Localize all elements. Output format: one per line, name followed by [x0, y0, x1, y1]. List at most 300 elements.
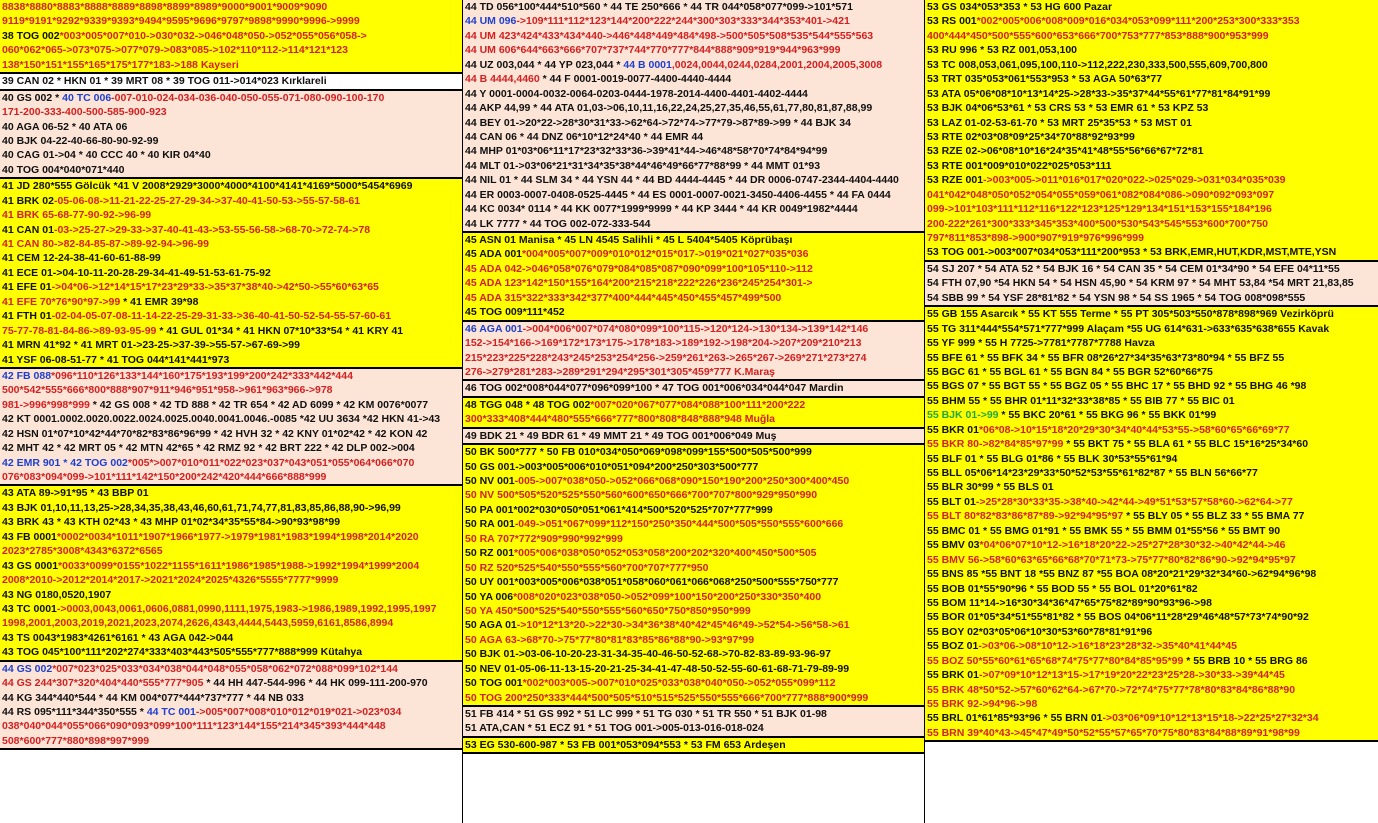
- line-segment: 41 CAN 01: [2, 223, 54, 236]
- line-segment: *007*020*067*077*084*088*100*111*200*222: [590, 398, 806, 411]
- line-segment: 53 RZE 02->06*08*10*16*24*35*41*48*55*56*66*67*72*81: [927, 145, 1204, 158]
- line-segment: * 44 F 0001-0019-0077-4400-4440-4444: [539, 73, 732, 86]
- line-segment: 41 CEM 12-24-38-41-60-61-88-99: [2, 252, 161, 265]
- list-line: [463, 662, 924, 676]
- line-segment: 50 RZ 520*525*540*550*555*560*700*707*777*950: [465, 561, 709, 574]
- list-line: [463, 188, 924, 202]
- list-line: [925, 262, 1378, 276]
- column-2: [463, 0, 925, 823]
- list-line: [463, 365, 924, 379]
- list-line: [463, 116, 924, 130]
- line-segment: 44 CAN 06 * 44 DNZ 06*10*12*24*40 * 44 EMR 44: [465, 130, 704, 143]
- group-block: [463, 0, 924, 233]
- line-segment: *0002*0034*1011*1907*1966*1977->1979*1981*1983*1994*1998*2014*2020: [56, 530, 419, 543]
- list-line: [0, 645, 462, 659]
- line-segment: 55 BMV 56->58*60*63*65*66*68*70*71*73->75*77*80*82*86*90->92*94*95*97: [927, 553, 1296, 566]
- list-line: [0, 266, 462, 280]
- list-line: [925, 217, 1378, 231]
- line-segment: 49 BDK 21 * 49 BDR 61 * 49 MMT 21 * 49 TOG 001*006*049 Muş: [465, 429, 777, 442]
- line-segment: 40 BJK 04-22-40-66-80-90-92-99: [2, 134, 159, 147]
- line-segment: ,0024,0044,0244,0284,2001,2004,2005,3008: [671, 58, 883, 71]
- line-segment: 44 UM 606*644*663*666*707*737*744*770*777*844*888*909*919*944*963*999: [465, 44, 841, 57]
- line-segment: 43 GS 0001: [2, 559, 59, 572]
- list-line: [925, 466, 1378, 480]
- list-line: [0, 573, 462, 587]
- line-segment: 55 BJK 01->99: [927, 409, 999, 422]
- line-segment: * 41 GUL 01*34 * 41 HKN 07*10*33*54 * 41 KRY 41: [156, 324, 404, 337]
- line-segment: 54 FTH 07,90 *54 HKN 54 * 54 HSN 45,90 * 54 KRM 97 * 54 MHT 53,84 *54 MRT 21,83,85: [927, 277, 1354, 290]
- line-segment: 55 BRL 01*61*85*93*96 * 55 BRN 01: [927, 712, 1103, 725]
- line-segment: 53 RZE 001: [927, 174, 984, 187]
- line-segment: 42 EMR 901 * 42 TOG 002: [2, 456, 128, 469]
- line-segment: 55 BHM 55 * 55 BHR 01*11*32*33*38*85 * 55 BIB 77 * 55 BIC 01: [927, 394, 1235, 407]
- line-segment: 171-200-333-400-500-585-900-923: [2, 106, 167, 119]
- line-segment: 138*150*151*155*165*175*177*183->188 Kayseri: [2, 58, 239, 71]
- group-block: [463, 738, 924, 754]
- list-line: [463, 590, 924, 604]
- list-line: [0, 588, 462, 602]
- line-segment: 55 BLL 05*06*14*23*29*33*50*52*53*55*61*82*87 * 55 BLN 56*66*77: [927, 467, 1258, 479]
- line-segment: 50 PA 001*002*030*050*051*061*414*500*520*525*707*777*999: [465, 503, 773, 516]
- list-line: [463, 305, 924, 319]
- list-line: [925, 524, 1378, 538]
- line-segment: 46 TOG 002*008*044*077*096*099*100 * 47 TOG 001*006*034*044*047 Mardin: [465, 382, 844, 395]
- line-segment: 55 BOZ 50*55*60*61*65*68*74*75*77*80*84*85*95*99: [927, 654, 1184, 667]
- list-line: [463, 460, 924, 474]
- list-line: [0, 74, 462, 88]
- list-line: [925, 351, 1378, 365]
- line-segment: *096*110*126*133*144*160*175*193*199*200*242*333*442*444: [51, 369, 353, 382]
- list-line: [463, 233, 924, 247]
- line-segment: 44 MLT 01->03*06*21*31*34*35*38*44*46*49*66*77*88*99 * 44 MMT 01*93: [465, 159, 821, 172]
- list-line: [925, 202, 1378, 216]
- list-line: [0, 441, 462, 455]
- list-line: [463, 173, 924, 187]
- line-segment: 55 BOZ 01: [927, 640, 979, 653]
- line-segment: -005->007*038*050->052*066*068*090*150*190*200*250*300*400*450: [514, 475, 850, 487]
- list-line: [0, 208, 462, 222]
- line-segment: 41 YSF 06-08-51-77 * 41 TOG 044*141*441*973: [2, 353, 230, 366]
- list-line: [925, 336, 1378, 350]
- list-line: [463, 29, 924, 43]
- list-line: [0, 179, 462, 193]
- list-line: [0, 280, 462, 294]
- list-line: [0, 398, 462, 412]
- list-line: [463, 647, 924, 661]
- line-segment: 8838*8880*8883*8888*8889*8898*8899*8989*9000*9001*9009*9090: [2, 1, 328, 13]
- list-line: [0, 14, 462, 28]
- list-line: [925, 610, 1378, 624]
- line-segment: *004*005*007*009*010*012*015*017->019*021*027*035*036: [522, 248, 809, 261]
- list-line: [925, 538, 1378, 552]
- line-segment: ->109*111*112*123*144*200*222*244*300*303*333*344*353*401->421: [516, 15, 850, 28]
- line-segment: 38 TOG 002: [2, 29, 60, 42]
- line-segment: * 55 BLY 05 * 55 BLZ 33 * 55 BMA 77: [1123, 510, 1305, 523]
- line-segment: ->04*06->12*14*15*17*23*29*33->35*37*38*40->42*50->55*60*63*65: [51, 281, 379, 294]
- list-line: [0, 544, 462, 558]
- list-line: [463, 618, 924, 632]
- line-segment: 53 RU 996 * 53 RZ 001,053,100: [927, 44, 1078, 57]
- line-segment: ->005*007*008*010*012*019*021->023*034: [195, 706, 402, 718]
- list-line: [925, 553, 1378, 567]
- list-line: [925, 72, 1378, 86]
- list-line: [463, 633, 924, 647]
- list-line: [925, 654, 1378, 668]
- list-line: [463, 412, 924, 426]
- line-segment: 45 ADA 042->046*058*076*079*084*085*087*090*099*100*105*110->112: [465, 262, 813, 275]
- line-segment: 55 BMC 01 * 55 BMG 01*91 * 55 BMK 55 * 55 BMM 01*55*56 * 55 BMT 90: [927, 524, 1281, 537]
- line-segment: 2023*2785*3008*4343*6372*6565: [2, 545, 163, 558]
- line-segment: 44 UZ 003,044 * 44 YP 023,044 *: [465, 58, 624, 71]
- list-line: [925, 668, 1378, 682]
- list-line: [0, 412, 462, 426]
- line-segment: 45 ADA 123*142*150*155*164*200*215*218*222*226*236*245*254*301->: [465, 277, 813, 290]
- line-segment: 200-222*261*300*333*345*353*400*500*530*543*545*553*600*700*750: [927, 217, 1269, 230]
- list-line: [0, 515, 462, 529]
- line-segment: ->25*28*30*33*35->38*40->42*44->49*51*53*57*58*60->62*64->77: [975, 495, 1293, 508]
- line-segment: 54 SBB 99 * 54 YSF 28*81*82 * 54 YSN 98 * 54 SS 1965 * 54 TOG 008*098*555: [927, 291, 1306, 304]
- line-segment: 50 NV 001: [465, 475, 515, 487]
- list-line: [0, 662, 462, 676]
- list-line: [463, 503, 924, 517]
- line-segment: 55 BOB 01*55*90*96 * 55 BOD 55 * 55 BOL 01*20*61*82: [927, 582, 1198, 595]
- line-segment: 55 BRN 39*40*43->45*47*49*50*52*55*57*65*70*75*80*83*84*88*89*91*98*99: [927, 726, 1300, 739]
- list-line: [463, 604, 924, 618]
- group-block: [463, 233, 924, 322]
- line-segment: 55 BRK 01: [927, 669, 979, 682]
- line-segment: 55 BGC 61 * 55 BGL 61 * 55 BGN 84 * 55 BGR 52*60*66*75: [927, 365, 1213, 378]
- list-line: [463, 43, 924, 57]
- line-segment: 46 AGA 001: [465, 322, 523, 335]
- line-segment: 44 RS 095*111*344*350*555 *: [2, 706, 147, 718]
- list-line: [925, 87, 1378, 101]
- line-segment: 215*223*225*228*243*245*253*254*256->259*261*263->265*267->269*271*273*274: [465, 351, 867, 364]
- line-segment: 55 BKR 80->82*84*85*97*99: [927, 438, 1064, 451]
- list-line: [0, 251, 462, 265]
- list-line: [0, 91, 462, 105]
- list-line: [463, 445, 924, 459]
- group-block: [463, 445, 924, 707]
- group-block: [463, 429, 924, 445]
- line-segment: 9119*9191*9292*9339*9393*9494*9595*9696*9797*9898*9990*9996->9999: [2, 15, 360, 28]
- line-segment: 50 RA 707*772*909*990*992*999: [465, 532, 623, 545]
- line-segment: 55 BGS 07 * 55 BGT 55 * 55 BGZ 05 * 55 BHC 17 * 55 BHD 92 * 55 BHG 46 *98: [927, 380, 1307, 393]
- line-segment: 53 RS 001: [927, 15, 977, 28]
- line-segment: 39 CAN 02 * HKN 01 * 39 MRT 08 * 39 TOG 011->014*023 Kırklareli: [2, 75, 327, 88]
- line-segment: 43 BRK 43 * 43 KTH 02*43 * 43 MHP 01*02*34*35*55*84->90*93*98*99: [2, 516, 341, 529]
- list-line: [463, 738, 924, 752]
- list-line: [0, 223, 462, 237]
- line-segment: 40 CAG 01->04 * 40 CCC 40 * 40 KIR 04*40: [2, 149, 211, 162]
- line-segment: 300*333*408*444*480*555*666*777*800*808*848*888*948 Muğla: [465, 413, 776, 426]
- list-line: [463, 546, 924, 560]
- list-line: [0, 105, 462, 119]
- line-segment: 41 BRK 02: [2, 194, 54, 207]
- list-line: [463, 87, 924, 101]
- list-line: [0, 309, 462, 323]
- line-segment: 51 FB 414 * 51 GS 992 * 51 LC 999 * 51 TG 030 * 51 TR 550 * 51 BJK 01-98: [465, 708, 827, 720]
- line-segment: 55 BOR 01*05*34*51*55*81*82 * 55 BOS 04*06*11*28*29*46*48*57*73*74*90*92: [927, 611, 1309, 624]
- line-segment: 53 ATA 05*06*08*10*13*14*25->28*33->35*37*44*55*61*77*81*84*91*99: [927, 87, 1271, 100]
- list-line: [463, 351, 924, 365]
- list-line: [463, 58, 924, 72]
- line-segment: 44 TC 001: [146, 706, 196, 718]
- line-segment: 40 AGA 06-52 * 40 ATA 06: [2, 120, 128, 133]
- group-block: [463, 381, 924, 397]
- line-segment: *005*006*038*050*052*053*058*200*202*320*400*450*500*505: [514, 547, 817, 560]
- list-line: [925, 379, 1378, 393]
- line-segment: 55 BLT 01: [927, 495, 976, 508]
- list-line: [925, 0, 1378, 14]
- line-segment: 400*444*450*500*555*600*653*666*700*753*777*853*888*900*953*999: [927, 29, 1269, 42]
- list-line: [925, 245, 1378, 259]
- line-segment: 43 BJK 01,10,11,13,25->28,34,35,38,43,46,60,61,71,74,77,81,83,85,86,88,90->96,99: [2, 501, 401, 514]
- line-segment: ->004*006*007*074*080*099*100*115->120*124->130*134->139*142*146: [522, 322, 869, 335]
- line-segment: 50 YA 006: [465, 590, 514, 603]
- line-segment: 060*062*065->073*075->077*079->083*085->102*110*112->114*121*123: [2, 44, 348, 57]
- line-segment: 44 KC 0034* 0114 * 44 KK 0077*1999*9999 * 44 KP 3444 * 44 KR 0049*1982*4444: [465, 203, 858, 216]
- line-segment: 43 TC 0001: [2, 602, 57, 615]
- line-segment: 53 GS 034*053*353 * 53 HG 600 Pazar: [927, 1, 1113, 13]
- group-block: [0, 179, 462, 369]
- line-segment: 45 TOG 009*111*452: [465, 306, 565, 319]
- group-block: [463, 707, 924, 738]
- group-block: [925, 262, 1378, 307]
- list-line: [925, 480, 1378, 494]
- list-line: [925, 452, 1378, 466]
- list-line: [0, 486, 462, 500]
- line-segment: 53 RTE 02*03*08*09*25*34*70*88*92*93*99: [927, 130, 1135, 143]
- line-segment: 51 ATA,CAN * 51 ECZ 91 * 51 TOG 001->005-013-016-018-024: [465, 722, 764, 735]
- group-block: [0, 91, 462, 180]
- list-line: [463, 336, 924, 350]
- line-segment: 43 FB 0001: [2, 530, 57, 543]
- list-line: [463, 159, 924, 173]
- line-segment: 50 AGA 63->68*70->75*77*80*81*83*85*86*88*90->93*97*99: [465, 633, 755, 646]
- list-line: [463, 398, 924, 412]
- list-line: [925, 116, 1378, 130]
- line-segment: 41 ECE 01->04-10-11-20-28-29-34-41-49-51-53-61-75-92: [2, 266, 271, 279]
- line-segment: *005*>007*010*011*022*023*037*043*051*055*064*066*070: [127, 456, 415, 469]
- line-segment: 50 BJK 01->03-06-10-20-23-31-34-35-40-46-50-52-68->70-82-83-89-93-96-97: [465, 648, 831, 661]
- line-segment: 50 RZ 001: [465, 547, 515, 560]
- list-line: [0, 705, 462, 719]
- line-segment: 50 TOG 200*250*333*444*500*505*510*515*525*550*555*666*700*777*888*900*999: [465, 691, 869, 704]
- line-segment: 40 GS 002 *: [2, 91, 63, 104]
- list-line: [0, 148, 462, 162]
- line-segment: -02-04-05-07-08-11-14-22-25-29-31-33->36-40-41-50-52-54-55-57-60-61: [51, 310, 392, 323]
- line-segment: 55 YF 999 * 55 H 7725->7781*7787*7788 Havza: [927, 337, 1155, 350]
- list-line: [925, 437, 1378, 451]
- line-segment: 44 LK 7777 * 44 TOG 002-072-333-544: [465, 217, 651, 230]
- line-segment: ->003*005->011*016*017*020*022->025*029->031*034*035*039: [983, 174, 1286, 187]
- list-line: [0, 559, 462, 573]
- line-segment: 55 BMV 03: [927, 539, 980, 552]
- list-line: [0, 0, 462, 14]
- group-block: [0, 662, 462, 751]
- line-segment: 44 GS 002: [2, 662, 53, 675]
- line-segment: 45 ADA 315*322*333*342*377*400*444*445*450*455*457*499*500: [465, 291, 782, 304]
- line-segment: 44 UM 096: [465, 15, 517, 28]
- list-line: [925, 495, 1378, 509]
- list-line: [463, 474, 924, 488]
- list-line: [925, 683, 1378, 697]
- list-line: [0, 719, 462, 733]
- line-segment: 45 ADA 001: [465, 248, 523, 261]
- line-segment: 1998,2001,2003,2019,2021,2023,2074,2626,4343,4444,5443,5959,6161,8586,8994: [2, 617, 394, 630]
- line-segment: 44 Y 0001-0004-0032-0064-0203-0444-1978-2014-4400-4401-4402-4444: [465, 87, 808, 100]
- group-block: [0, 486, 462, 661]
- list-line: [0, 338, 462, 352]
- list-line: [925, 159, 1378, 173]
- line-segment: *003*005*007*010->030*032->046*048*050->052*055*056*058->: [59, 29, 367, 42]
- line-segment: 50 GS 001->003*005*006*010*051*094*200*250*303*500*777: [465, 460, 759, 473]
- line-segment: 40 TC 006: [62, 91, 112, 104]
- line-segment: * 55 BRB 10 * 55 BRG 86: [1183, 654, 1308, 667]
- list-line: [0, 470, 462, 484]
- line-segment: 55 BFE 61 * 55 BFK 34 * 55 BFR 08*26*27*34*35*63*73*80*94 * 55 BFZ 55: [927, 351, 1285, 364]
- line-segment: 276->279*281*283->289*291*294*295*301*305*459*777 K.Maraş: [465, 365, 776, 378]
- group-block: [925, 0, 1378, 262]
- line-segment: 44 AKP 44,99 * 44 ATA 01,03->06,10,11,16,22,24,25,27,35,46,55,61,77,80,81,87,88,99: [465, 102, 873, 115]
- list-line: [463, 322, 924, 336]
- list-line: [463, 202, 924, 216]
- line-segment: 42 HSN 01*07*10*42*44*70*82*83*86*96*99 * 42 HVH 32 * 42 KNY 01*02*42 * 42 KON 42: [2, 427, 428, 440]
- list-line: [0, 530, 462, 544]
- line-segment: 41 EFE 70*76*90*97->99: [2, 295, 121, 308]
- list-line: [925, 322, 1378, 336]
- list-line: [925, 130, 1378, 144]
- list-line: [463, 532, 924, 546]
- line-segment: 53 EG 530-600-987 * 53 FB 001*053*094*553 * 53 FM 653 Ardeşen: [465, 738, 786, 751]
- line-segment: 44 KG 344*440*544 * 44 KM 004*077*444*737*777 * 44 NB 033: [2, 691, 304, 704]
- line-segment: 41 EFE 01: [2, 281, 52, 294]
- line-segment: 55 TG 311*444*554*571*777*999 Alaçam *55 UG 614*631->633*635*638*655 Kavak: [927, 322, 1330, 335]
- list-line: [463, 262, 924, 276]
- list-line: [0, 456, 462, 470]
- list-line: [0, 501, 462, 515]
- line-segment: 50 TOG 001: [465, 677, 523, 690]
- line-segment: 50 YA 450*500*525*540*550*555*560*650*750*850*950*999: [465, 604, 751, 617]
- list-line: [463, 291, 924, 305]
- line-segment: 44 GS 244*307*320*404*440*555*777*905: [2, 677, 204, 690]
- line-segment: 43 TS 0043*1983*4261*6161 * 43 AGA 042->044: [2, 631, 234, 644]
- line-segment: 44 UM 423*424*433*434*440->446*448*449*484*498->500*505*508*535*544*555*563: [465, 29, 874, 42]
- list-line: [925, 101, 1378, 115]
- line-segment: 55 BOM 11*14->16*30*34*36*47*65*75*82*89*90*93*96->98: [927, 596, 1212, 609]
- group-block: [0, 74, 462, 90]
- list-line: [0, 427, 462, 441]
- list-line: [0, 58, 462, 72]
- line-segment: -05-06-08->11-21-22-25-27-29-34->37-40-41-50-53->55-57-58-61: [53, 194, 361, 207]
- line-segment: 55 BKR 01: [927, 423, 979, 436]
- list-line: [925, 697, 1378, 711]
- list-line: [463, 691, 924, 705]
- list-line: [0, 134, 462, 148]
- list-line: [0, 324, 462, 338]
- line-segment: 43 NG 0180,0520,1907: [2, 588, 112, 601]
- line-segment: *06*08->10*15*18*20*29*30*34*40*44*53*55->58*60*65*66*69*77: [978, 423, 1290, 436]
- group-block: [463, 322, 924, 382]
- list-line: [0, 163, 462, 177]
- line-segment: 41 FTH 01: [2, 310, 52, 323]
- list-line: [463, 561, 924, 575]
- list-line: [925, 291, 1378, 305]
- line-segment: 50 UY 001*003*005*006*038*051*058*060*061*066*068*250*500*555*750*777: [465, 576, 839, 589]
- list-line: [0, 120, 462, 134]
- line-segment: *008*020*023*038*050->052*099*100*150*200*250*330*350*400: [513, 590, 822, 603]
- column-1: [0, 0, 463, 823]
- line-segment: 44 NIL 01 * 44 SLM 34 * 44 YSN 44 * 44 BD 4444-4445 * 44 DR 0006-0747-2344-4404-4440: [465, 174, 899, 187]
- line-segment: 55 BLT 80*82*83*86*87*89->92*94*95*97: [927, 510, 1124, 523]
- line-segment: 44 B 0001: [623, 58, 672, 71]
- list-line: [0, 734, 462, 748]
- line-segment: 44 B 4444,4460: [465, 73, 540, 86]
- line-segment: 55 BNS 85 *55 BNT 18 *55 BNZ 87 *55 BOA 08*20*21*29*32*34*60->62*94*96*98: [927, 568, 1317, 581]
- line-segment: ->07*09*10*12*13*15->17*19*20*22*23*25*28->30*33->39*44*45: [978, 669, 1285, 682]
- list-line: [463, 721, 924, 735]
- line-segment: 2008*2010->2012*2014*2017->2021*2024*2025*4326*5555*7777*9999: [2, 574, 339, 587]
- line-segment: 50 AGA 01: [465, 619, 517, 632]
- line-segment: *002*003*005->007*010*025*033*038*040*050->052*055*099*112: [522, 677, 836, 690]
- line-segment: 44 ER 0003-0007-0408-0525-4445 * 44 ES 0001-0007-0021-3450-4406-4455 * 44 FA 0444: [465, 188, 891, 201]
- line-segment: 53 BJK 04*06*53*61 * 53 CRS 53 * 53 EMR 61 * 53 KPZ 53: [927, 102, 1209, 115]
- list-line: [463, 144, 924, 158]
- list-line: [925, 307, 1378, 321]
- list-line: [0, 353, 462, 367]
- list-line: [925, 29, 1378, 43]
- list-line: [925, 394, 1378, 408]
- line-segment: 55 BRK 48*50*52->57*60*62*64->67*70->72*74*75*77*78*80*83*84*86*88*90: [927, 683, 1296, 696]
- list-line: [0, 602, 462, 616]
- line-segment: 42 FB 088: [2, 369, 52, 382]
- line-segment: 53 TRT 035*053*061*553*953 * 53 AGA 50*63*77: [927, 73, 1163, 86]
- line-segment: *002*005*006*008*009*016*034*053*099*111*200*253*300*333*353: [976, 15, 1300, 28]
- line-segment: 48 TGG 048 * 48 TOG 002: [465, 398, 591, 411]
- list-line: [463, 488, 924, 502]
- line-segment: 44 BEY 01->20*22->28*30*31*33->62*64->72*74->77*79->87*89->99 * 44 BJK 34: [465, 116, 851, 129]
- line-segment: 53 TOG 001->003*007*034*053*111*200*953 * 53 BRK,EMR,HUT,KDR,MST,MTE,YSN: [927, 246, 1337, 259]
- list-line: [463, 575, 924, 589]
- line-segment: 55 BLF 01 * 55 BLG 01*86 * 55 BLK 30*53*55*61*94: [927, 452, 1178, 465]
- line-segment: 981->996*998*999: [2, 398, 90, 411]
- list-line: [925, 276, 1378, 290]
- line-segment: 53 TC 008,053,061,095,100,110->112,222,230,333,500,555,609,700,800: [927, 58, 1268, 71]
- line-segment: 076*083*094*099->101*111*142*150*200*242*420*444*666*888*999: [2, 471, 327, 483]
- line-segment: 55 BLR 30*99 * 55 BLS 01: [927, 481, 1054, 494]
- list-line: [925, 365, 1378, 379]
- line-segment: ->10*12*13*20->22*30->34*36*38*40*42*45*46*49->52*54->56*58->61: [516, 619, 850, 632]
- line-segment: -03->25-27->29-33->37-40-41-43->53-55-56-58->68-70->72-74->78: [53, 223, 371, 236]
- line-segment: 099->101*103*111*112*116*122*123*125*129*134*151*153*155*184*196: [927, 203, 1272, 216]
- line-segment: ->0003,0043,0061,0606,0881,0990,1111,1975,1983->1986,1989,1992,1995,1997: [56, 602, 437, 615]
- list-line: [0, 295, 462, 309]
- list-line: [925, 408, 1378, 422]
- list-line: [0, 383, 462, 397]
- list-line: [925, 43, 1378, 57]
- line-segment: -049->051*067*099*112*150*250*350*444*500*505*550*555*600*666: [514, 518, 844, 531]
- line-segment: ->03*06*09*10*12*13*15*18->22*25*27*32*34: [1102, 712, 1319, 725]
- list-line: [925, 582, 1378, 596]
- line-segment: * 44 HH 447-544-996 * 44 HK 099-111-200-970: [203, 677, 428, 690]
- list-line: [0, 369, 462, 383]
- line-segment: 44 MHP 01*03*06*11*17*23*32*33*36->39*41*44->46*48*58*70*74*84*94*99: [465, 145, 828, 158]
- line-segment: 54 SJ 207 * 54 ATA 52 * 54 BJK 16 * 54 CAN 35 * 54 CEM 01*34*90 * 54 EFE 04*11*55: [927, 262, 1340, 275]
- list-line: [925, 188, 1378, 202]
- line-segment: * 55 BKC 20*61 * 55 BKG 96 * 55 BKK 01*99: [998, 409, 1217, 422]
- list-line: [925, 596, 1378, 610]
- list-line: [463, 707, 924, 721]
